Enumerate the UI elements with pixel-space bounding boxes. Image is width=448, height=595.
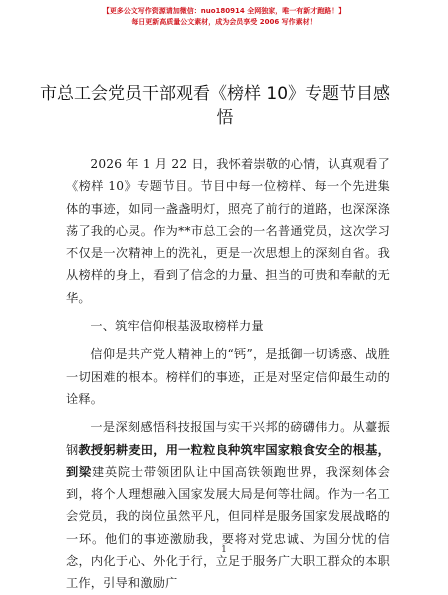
paragraph-example-rest: 建英院士带领团队让中国高铁领跑世界，我深刻体会到，将个人理想融入国家发展大局是何等壮阔。作为一名工会党员，我的岗位虽然平凡，但同样是服务国家发展战略的一环。他们的事迹激励我，要将对党忠诚、为国分忧的信念，内化于心、外化于行，立足于服务广大职工群众的本职工作，引导和激励广 xyxy=(66,464,390,591)
paragraph-faith: 信仰是共产党人精神上的“钙”，是抵御一切诱惑、战胜一切困难的根本。榜样们的事迹，正是对坚定信仰最生动的诠释。 xyxy=(66,347,390,406)
paragraph-example-bold: 教授躬耕麦田，用一粒粒良种筑牢国家粮食安全的根基，到梁 xyxy=(66,442,391,479)
paragraph-intro: 2026 年 1 月 22 日，我怀着崇敬的心情，认真观看了《榜样 10》专题节目。节目中每一位榜样、每一个先进集体的事迹，如同一盏盏明灯，照亮了前行的道路，也深深涤荡了我的心灵。作为**市总工会的一名普通党员，这次学习不仅是一次精神上的洗礼，更是一次思想上的深刻自省。我从榜样的身上，看到了信念的力量、担当的可贵和奉献的无华。 xyxy=(66,157,390,305)
paragraph-example-lead: 一是深刻感悟科技报国与实干兴邦的磅礴伟力。从薹振钢 xyxy=(66,420,390,457)
title-line2: 悟 xyxy=(216,108,234,128)
promo-banner-line2: 每日更新高质量公文素材，成为会员享受 2006 写作素材！ xyxy=(131,18,317,26)
promo-banner-line1: 【更多公文写作资源请加微信：nuo180914 全网独家，唯一有新才跑路！】 xyxy=(102,7,346,15)
document-body xyxy=(66,153,390,595)
section-heading: 一、筑牢信仰根基汲取榜样力量 xyxy=(90,319,264,334)
title-line1: 市总工会党员干部观看《榜样 10》专题节目感 xyxy=(40,84,391,104)
page-number: 1 xyxy=(221,545,227,555)
document-title xyxy=(40,82,410,130)
paragraph-example xyxy=(66,416,390,594)
